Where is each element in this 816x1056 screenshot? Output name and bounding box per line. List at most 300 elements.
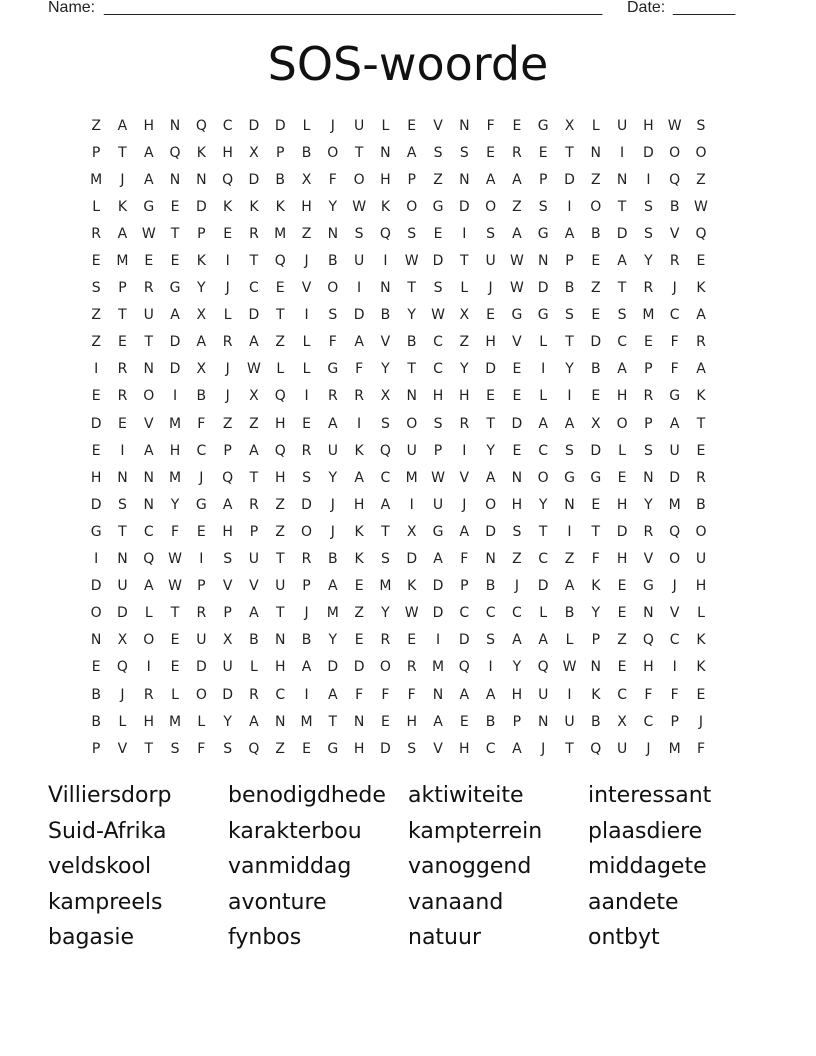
- grid-letter[interactable]: R: [91, 225, 102, 242]
- grid-letter[interactable]: A: [485, 171, 496, 188]
- grid-letter[interactable]: A: [406, 144, 417, 161]
- grid-letter[interactable]: N: [90, 632, 102, 649]
- grid-letter[interactable]: T: [617, 280, 627, 297]
- grid-letter[interactable]: B: [328, 551, 338, 568]
- grid-letter[interactable]: I: [462, 442, 467, 459]
- grid-letter[interactable]: H: [616, 496, 628, 513]
- grid-letter[interactable]: P: [407, 171, 416, 188]
- grid-letter[interactable]: H: [301, 198, 312, 215]
- grid-letter[interactable]: X: [301, 171, 312, 188]
- grid-letter[interactable]: G: [432, 523, 444, 540]
- grid-letter[interactable]: X: [196, 361, 207, 378]
- grid-letter[interactable]: N: [590, 659, 602, 676]
- grid-letter[interactable]: T: [538, 523, 548, 540]
- grid-letter[interactable]: S: [118, 496, 127, 513]
- grid-letter[interactable]: T: [275, 551, 285, 568]
- grid-letter[interactable]: O: [301, 523, 313, 540]
- grid-letter[interactable]: T: [407, 361, 416, 378]
- grid-letter[interactable]: E: [170, 198, 180, 215]
- grid-letter[interactable]: M: [642, 307, 655, 324]
- grid-letter[interactable]: Y: [381, 605, 390, 622]
- grid-letter[interactable]: P: [538, 171, 548, 188]
- grid-letter[interactable]: D: [432, 578, 444, 595]
- grid-letter[interactable]: J: [225, 361, 230, 378]
- grid-letter[interactable]: I: [672, 659, 677, 676]
- grid-letter[interactable]: T: [381, 523, 390, 540]
- grid-letter[interactable]: H: [169, 442, 181, 459]
- grid-letter[interactable]: Q: [590, 740, 602, 757]
- grid-letter[interactable]: R: [117, 388, 128, 405]
- grid-letter[interactable]: D: [169, 334, 181, 351]
- grid-letter[interactable]: S: [486, 225, 496, 242]
- grid-letter[interactable]: Y: [644, 496, 653, 513]
- grid-letter[interactable]: W: [667, 117, 682, 134]
- grid-letter[interactable]: Y: [328, 469, 338, 486]
- grid-letter[interactable]: I: [199, 551, 204, 568]
- grid-letter[interactable]: D: [616, 523, 628, 540]
- grid-letter[interactable]: E: [617, 469, 627, 486]
- grid-letter[interactable]: R: [249, 686, 259, 703]
- grid-letter[interactable]: L: [591, 117, 600, 134]
- grid-letter[interactable]: M: [168, 713, 182, 730]
- grid-letter[interactable]: Q: [169, 144, 181, 161]
- grid-letter[interactable]: M: [431, 659, 445, 676]
- grid-letter[interactable]: L: [697, 605, 705, 622]
- grid-letter[interactable]: D: [642, 144, 654, 161]
- grid-letter[interactable]: L: [565, 632, 574, 649]
- grid-letter[interactable]: S: [380, 551, 390, 568]
- grid-letter[interactable]: N: [485, 551, 496, 568]
- grid-letter[interactable]: A: [669, 415, 680, 432]
- grid-letter[interactable]: X: [459, 307, 470, 324]
- grid-letter[interactable]: L: [618, 442, 626, 459]
- grid-letter[interactable]: E: [512, 361, 522, 378]
- grid-letter[interactable]: U: [117, 578, 128, 595]
- grid-letter[interactable]: B: [301, 632, 312, 649]
- grid-letter[interactable]: R: [459, 415, 470, 432]
- grid-letter[interactable]: S: [512, 523, 522, 540]
- grid-letter[interactable]: Y: [328, 198, 338, 215]
- grid-letter[interactable]: Y: [197, 280, 206, 297]
- grid-letter[interactable]: A: [249, 605, 259, 622]
- grid-letter[interactable]: Q: [379, 442, 391, 459]
- grid-letter[interactable]: R: [696, 334, 706, 351]
- grid-letter[interactable]: S: [354, 225, 364, 242]
- grid-letter[interactable]: J: [514, 578, 519, 595]
- grid-letter[interactable]: Z: [433, 171, 443, 188]
- grid-letter[interactable]: E: [91, 388, 101, 405]
- grid-letter[interactable]: V: [459, 469, 470, 486]
- grid-letter[interactable]: L: [381, 117, 390, 134]
- grid-letter[interactable]: C: [433, 334, 443, 351]
- grid-letter[interactable]: N: [459, 171, 470, 188]
- grid-letter[interactable]: S: [380, 415, 390, 432]
- grid-letter[interactable]: Y: [591, 605, 601, 622]
- grid-letter[interactable]: E: [91, 442, 101, 459]
- grid-letter[interactable]: A: [117, 117, 128, 134]
- grid-letter[interactable]: I: [94, 551, 99, 568]
- grid-letter[interactable]: P: [644, 415, 653, 432]
- grid-letter[interactable]: O: [485, 496, 497, 513]
- grid-letter[interactable]: E: [512, 442, 522, 459]
- grid-letter[interactable]: E: [354, 578, 364, 595]
- grid-letter[interactable]: D: [195, 198, 207, 215]
- grid-letter[interactable]: R: [643, 523, 654, 540]
- grid-letter[interactable]: U: [616, 117, 628, 134]
- grid-letter[interactable]: Q: [669, 171, 681, 188]
- grid-letter[interactable]: H: [406, 713, 417, 730]
- grid-letter[interactable]: A: [143, 171, 154, 188]
- grid-letter[interactable]: S: [486, 632, 496, 649]
- grid-letter[interactable]: U: [564, 713, 575, 730]
- grid-letter[interactable]: D: [117, 605, 128, 622]
- grid-letter[interactable]: H: [380, 171, 391, 188]
- grid-letter[interactable]: H: [353, 740, 365, 757]
- grid-letter[interactable]: J: [225, 388, 230, 405]
- grid-letter[interactable]: K: [354, 523, 364, 540]
- grid-letter[interactable]: Q: [222, 171, 234, 188]
- grid-letter[interactable]: E: [275, 280, 285, 297]
- grid-letter[interactable]: J: [462, 496, 467, 513]
- grid-letter[interactable]: D: [590, 334, 602, 351]
- grid-letter[interactable]: N: [380, 280, 391, 297]
- grid-letter[interactable]: F: [355, 361, 364, 378]
- grid-letter[interactable]: Z: [512, 551, 522, 568]
- grid-letter[interactable]: Z: [696, 171, 706, 188]
- grid-letter[interactable]: I: [120, 442, 125, 459]
- grid-letter[interactable]: O: [379, 659, 391, 676]
- grid-letter[interactable]: L: [302, 117, 311, 134]
- grid-letter[interactable]: R: [143, 280, 154, 297]
- grid-letter[interactable]: A: [696, 307, 706, 324]
- grid-letter[interactable]: Q: [274, 253, 286, 270]
- grid-letter[interactable]: R: [143, 686, 154, 703]
- grid-letter[interactable]: D: [353, 659, 365, 676]
- grid-letter[interactable]: O: [143, 632, 155, 649]
- grid-letter[interactable]: G: [669, 388, 681, 405]
- grid-letter[interactable]: I: [146, 659, 151, 676]
- grid-letter[interactable]: U: [275, 578, 286, 595]
- grid-letter[interactable]: D: [301, 496, 312, 513]
- grid-letter[interactable]: T: [565, 334, 574, 351]
- grid-letter[interactable]: E: [91, 253, 101, 270]
- grid-letter[interactable]: E: [302, 415, 311, 432]
- grid-letter[interactable]: E: [486, 388, 496, 405]
- grid-letter[interactable]: A: [117, 225, 128, 242]
- grid-letter[interactable]: G: [537, 117, 549, 134]
- grid-letter[interactable]: T: [591, 523, 601, 540]
- grid-letter[interactable]: Y: [381, 361, 390, 378]
- grid-letter[interactable]: P: [276, 144, 285, 161]
- grid-letter[interactable]: H: [274, 415, 286, 432]
- grid-letter[interactable]: D: [458, 632, 470, 649]
- grid-letter[interactable]: C: [196, 442, 207, 459]
- grid-letter[interactable]: R: [406, 659, 417, 676]
- grid-letter[interactable]: T: [144, 334, 154, 351]
- grid-letter[interactable]: D: [485, 361, 496, 378]
- grid-letter[interactable]: E: [380, 713, 390, 730]
- grid-letter[interactable]: B: [564, 605, 575, 622]
- grid-letter[interactable]: A: [696, 361, 706, 378]
- grid-letter[interactable]: P: [197, 225, 206, 242]
- grid-letter[interactable]: M: [168, 415, 182, 432]
- grid-letter[interactable]: N: [590, 144, 602, 161]
- grid-letter[interactable]: I: [304, 388, 309, 405]
- grid-letter[interactable]: C: [275, 686, 286, 703]
- grid-letter[interactable]: F: [197, 740, 206, 757]
- grid-letter[interactable]: O: [90, 605, 102, 622]
- grid-letter[interactable]: V: [380, 334, 391, 351]
- grid-letter[interactable]: A: [249, 334, 259, 351]
- grid-letter[interactable]: V: [669, 605, 680, 622]
- grid-letter[interactable]: W: [247, 361, 261, 378]
- grid-letter[interactable]: S: [565, 442, 574, 459]
- grid-letter[interactable]: N: [643, 605, 654, 622]
- grid-letter[interactable]: D: [511, 415, 523, 432]
- grid-letter[interactable]: Q: [274, 388, 286, 405]
- grid-letter[interactable]: U: [327, 442, 338, 459]
- grid-letter[interactable]: I: [409, 496, 414, 513]
- grid-letter[interactable]: J: [698, 713, 704, 730]
- grid-letter[interactable]: N: [143, 496, 154, 513]
- grid-letter[interactable]: S: [407, 740, 417, 757]
- grid-letter[interactable]: L: [276, 361, 285, 378]
- grid-letter[interactable]: A: [538, 415, 548, 432]
- grid-letter[interactable]: K: [696, 388, 706, 405]
- grid-letter[interactable]: I: [94, 361, 99, 378]
- grid-letter[interactable]: E: [591, 307, 601, 324]
- grid-letter[interactable]: Z: [91, 334, 101, 351]
- grid-letter[interactable]: N: [564, 496, 575, 513]
- grid-letter[interactable]: A: [617, 361, 627, 378]
- grid-letter[interactable]: P: [91, 740, 101, 757]
- grid-letter[interactable]: D: [90, 415, 102, 432]
- grid-letter[interactable]: R: [249, 225, 259, 242]
- grid-letter[interactable]: K: [591, 686, 601, 703]
- grid-letter[interactable]: B: [590, 713, 601, 730]
- grid-letter[interactable]: B: [669, 198, 680, 215]
- grid-letter[interactable]: H: [90, 469, 102, 486]
- grid-letter[interactable]: Z: [275, 496, 286, 513]
- grid-letter[interactable]: C: [380, 469, 391, 486]
- grid-letter[interactable]: P: [197, 578, 206, 595]
- grid-letter[interactable]: J: [330, 117, 335, 134]
- grid-letter[interactable]: X: [617, 713, 627, 730]
- grid-letter[interactable]: Z: [91, 117, 101, 134]
- grid-letter[interactable]: H: [695, 578, 707, 595]
- grid-letter[interactable]: P: [460, 578, 469, 595]
- grid-letter[interactable]: O: [669, 551, 681, 568]
- grid-letter[interactable]: M: [668, 740, 681, 757]
- grid-letter[interactable]: L: [250, 659, 258, 676]
- grid-letter[interactable]: I: [225, 253, 230, 270]
- grid-letter[interactable]: B: [249, 632, 259, 649]
- grid-letter[interactable]: A: [564, 415, 575, 432]
- grid-letter[interactable]: E: [170, 632, 180, 649]
- grid-letter[interactable]: I: [357, 415, 362, 432]
- grid-letter[interactable]: L: [92, 198, 101, 215]
- grid-letter[interactable]: U: [669, 442, 680, 459]
- grid-letter[interactable]: A: [143, 442, 154, 459]
- date-field[interactable]: _______: [673, 0, 736, 16]
- grid-letter[interactable]: S: [696, 117, 706, 134]
- grid-letter[interactable]: R: [327, 388, 338, 405]
- grid-letter[interactable]: T: [249, 469, 259, 486]
- grid-letter[interactable]: Y: [644, 253, 653, 270]
- grid-letter[interactable]: G: [537, 307, 549, 324]
- grid-letter[interactable]: E: [170, 253, 180, 270]
- grid-letter[interactable]: L: [539, 388, 548, 405]
- grid-letter[interactable]: V: [669, 225, 680, 242]
- grid-letter[interactable]: N: [459, 117, 470, 134]
- grid-letter[interactable]: E: [118, 415, 127, 432]
- grid-letter[interactable]: H: [643, 659, 654, 676]
- grid-letter[interactable]: T: [565, 144, 574, 161]
- grid-letter[interactable]: G: [642, 578, 654, 595]
- grid-letter[interactable]: H: [459, 740, 470, 757]
- grid-letter[interactable]: N: [537, 713, 549, 730]
- grid-letter[interactable]: A: [564, 225, 575, 242]
- grid-letter[interactable]: K: [275, 198, 285, 215]
- grid-letter[interactable]: K: [117, 198, 128, 215]
- grid-letter[interactable]: I: [541, 361, 546, 378]
- grid-letter[interactable]: U: [353, 253, 365, 270]
- grid-letter[interactable]: A: [354, 334, 364, 351]
- grid-letter[interactable]: F: [486, 117, 495, 134]
- grid-letter[interactable]: V: [433, 740, 443, 757]
- grid-letter[interactable]: V: [249, 578, 259, 595]
- grid-letter[interactable]: A: [485, 469, 496, 486]
- grid-letter[interactable]: Q: [379, 225, 391, 242]
- grid-letter[interactable]: U: [222, 659, 233, 676]
- grid-letter[interactable]: C: [643, 713, 654, 730]
- grid-letter[interactable]: I: [488, 659, 493, 676]
- grid-letter[interactable]: Q: [116, 659, 128, 676]
- grid-letter[interactable]: G: [169, 280, 181, 297]
- grid-letter[interactable]: I: [357, 280, 362, 297]
- grid-letter[interactable]: I: [435, 632, 441, 649]
- grid-letter[interactable]: Z: [459, 334, 470, 351]
- grid-letter[interactable]: P: [670, 713, 679, 730]
- grid-letter[interactable]: E: [196, 523, 206, 540]
- grid-letter[interactable]: X: [196, 307, 207, 324]
- grid-letter[interactable]: J: [304, 605, 309, 622]
- grid-letter[interactable]: N: [117, 551, 128, 568]
- grid-letter[interactable]: D: [90, 578, 102, 595]
- grid-letter[interactable]: R: [512, 144, 522, 161]
- grid-letter[interactable]: L: [197, 713, 206, 730]
- grid-letter[interactable]: S: [407, 225, 417, 242]
- grid-letter[interactable]: P: [591, 632, 601, 649]
- grid-letter[interactable]: S: [433, 280, 443, 297]
- grid-letter[interactable]: M: [326, 605, 339, 622]
- grid-letter[interactable]: B: [91, 713, 101, 730]
- grid-letter[interactable]: B: [590, 361, 601, 378]
- grid-letter[interactable]: E: [591, 496, 601, 513]
- grid-letter[interactable]: X: [380, 388, 391, 405]
- grid-letter[interactable]: G: [90, 523, 102, 540]
- grid-letter[interactable]: B: [406, 334, 417, 351]
- grid-letter[interactable]: R: [354, 388, 364, 405]
- grid-letter[interactable]: Y: [460, 361, 469, 378]
- grid-letter[interactable]: I: [567, 388, 572, 405]
- grid-letter[interactable]: O: [485, 198, 497, 215]
- grid-letter[interactable]: Z: [590, 171, 601, 188]
- grid-letter[interactable]: T: [617, 198, 627, 215]
- grid-letter[interactable]: A: [433, 551, 443, 568]
- grid-letter[interactable]: K: [196, 253, 206, 270]
- grid-letter[interactable]: T: [170, 605, 180, 622]
- grid-letter[interactable]: E: [617, 578, 627, 595]
- grid-letter[interactable]: R: [643, 388, 654, 405]
- grid-letter[interactable]: Z: [275, 740, 286, 757]
- grid-letter[interactable]: E: [591, 253, 601, 270]
- grid-letter[interactable]: X: [249, 144, 259, 161]
- grid-letter[interactable]: Z: [301, 225, 312, 242]
- grid-letter[interactable]: S: [565, 307, 574, 324]
- grid-letter[interactable]: P: [223, 442, 232, 459]
- grid-letter[interactable]: F: [460, 551, 469, 568]
- grid-letter[interactable]: N: [511, 469, 523, 486]
- grid-letter[interactable]: T: [696, 415, 706, 432]
- grid-letter[interactable]: O: [616, 415, 628, 432]
- grid-letter[interactable]: C: [669, 632, 680, 649]
- grid-letter[interactable]: D: [485, 523, 496, 540]
- grid-letter[interactable]: Q: [669, 523, 681, 540]
- grid-letter[interactable]: Q: [222, 469, 234, 486]
- grid-letter[interactable]: E: [302, 740, 311, 757]
- grid-letter[interactable]: D: [380, 740, 391, 757]
- grid-letter[interactable]: D: [564, 171, 575, 188]
- grid-letter[interactable]: A: [512, 740, 522, 757]
- grid-letter[interactable]: N: [353, 713, 365, 730]
- grid-letter[interactable]: Y: [565, 361, 574, 378]
- grid-letter[interactable]: T: [275, 307, 285, 324]
- grid-letter[interactable]: A: [328, 686, 338, 703]
- grid-letter[interactable]: F: [197, 415, 206, 432]
- grid-letter[interactable]: G: [537, 225, 549, 242]
- grid-letter[interactable]: E: [512, 388, 522, 405]
- grid-letter[interactable]: J: [120, 171, 125, 188]
- grid-letter[interactable]: J: [646, 740, 651, 757]
- grid-letter[interactable]: O: [406, 198, 418, 215]
- grid-letter[interactable]: F: [381, 686, 390, 703]
- grid-letter[interactable]: N: [616, 171, 628, 188]
- grid-letter[interactable]: F: [696, 740, 705, 757]
- grid-letter[interactable]: D: [353, 307, 365, 324]
- grid-letter[interactable]: U: [248, 551, 260, 568]
- grid-letter[interactable]: S: [433, 144, 443, 161]
- grid-letter[interactable]: P: [512, 713, 522, 730]
- grid-letter[interactable]: M: [668, 496, 681, 513]
- grid-letter[interactable]: A: [512, 632, 522, 649]
- grid-letter[interactable]: S: [643, 225, 653, 242]
- grid-letter[interactable]: G: [432, 198, 444, 215]
- grid-letter[interactable]: P: [302, 578, 311, 595]
- grid-letter[interactable]: L: [118, 713, 127, 730]
- grid-letter[interactable]: T: [249, 253, 259, 270]
- grid-letter[interactable]: D: [90, 496, 102, 513]
- grid-letter[interactable]: V: [643, 551, 654, 568]
- grid-letter[interactable]: I: [462, 225, 467, 242]
- grid-letter[interactable]: F: [670, 361, 679, 378]
- grid-letter[interactable]: M: [405, 469, 418, 486]
- grid-letter[interactable]: K: [354, 551, 364, 568]
- grid-letter[interactable]: K: [696, 280, 706, 297]
- grid-letter[interactable]: Z: [564, 551, 575, 568]
- grid-letter[interactable]: D: [616, 225, 628, 242]
- grid-letter[interactable]: E: [512, 117, 522, 134]
